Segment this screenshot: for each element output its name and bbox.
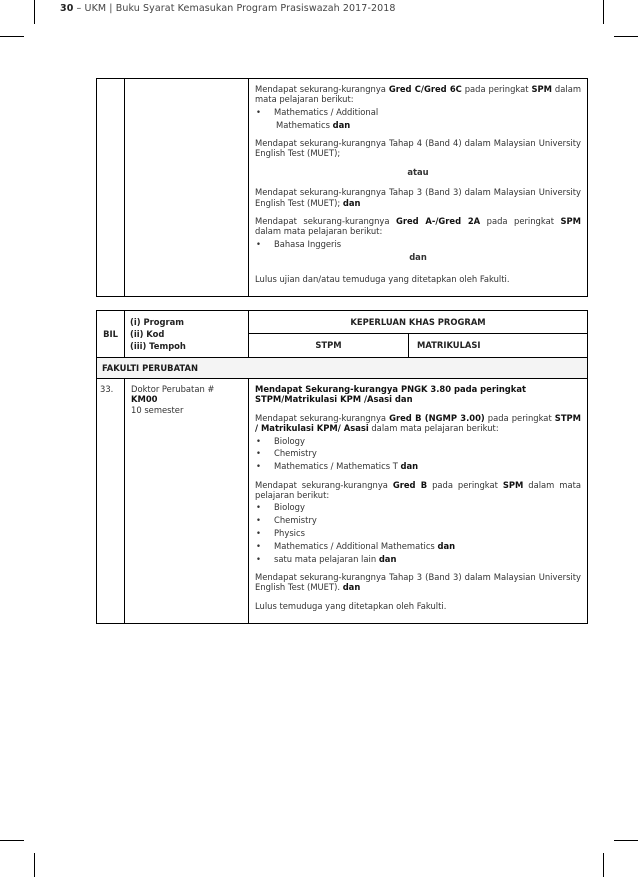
and-label: dan [409,251,427,262]
requirement-paragraph: Mendapat sekurang-kurangnya Gred C/Gred 6C pada peringkat SPM dalam mata pelajaran berikut: [255,84,581,105]
stpm-header: STPM [249,333,409,357]
special-requirements-header: KEPERLUAN KHAS PROGRAM [249,311,588,334]
crop-mark [603,853,604,877]
requirement-paragraph: Mendapat sekurang-kurangnya Gred B (NGMP 3.00) pada peringkat STPM / Matrikulasi KPM/ Asasi dalam mata pelajaran berikut: [255,412,581,434]
requirement-paragraph: Mendapat sekurang-kurangnya Gred B pada peringkat SPM dalam mata pelajaran berikut: [255,479,581,501]
matriculation-header: MATRIKULASI [409,333,588,357]
page-header-title: – UKM | Buku Syarat Kemasukan Program Prasiswazah 2017-2018 [73,3,396,14]
requirement-paragraph: Mendapat sekurang-kurangnya Gred A-/Gred 2A pada peringkat SPM dalam mata pelajaran berikut: [255,216,581,237]
requirement-paragraph: Mendapat sekurang-kurangnya Tahap 3 (Band 3) dalam Malaysian University English Test (MUET). dan [255,572,581,593]
list-item: • satu mata pelajaran lain dan [256,553,397,564]
crop-mark [0,840,24,841]
list-item: • Chemistry [256,448,317,459]
requirements-cell [249,79,588,297]
list-item: • Biology [256,502,305,513]
requirement-paragraph: Mendapat sekurang-kurangnya Tahap 3 (Band 3) dalam Malaysian University English Test (MUET); dan [255,187,581,208]
crop-mark [614,840,638,841]
list-item: • Mathematics / Additional Mathematics dan [256,540,456,551]
crop-mark [34,853,35,877]
bil-header: BIL [97,311,125,358]
list-item: • Bahasa Inggeris [256,238,342,249]
crop-mark [0,36,24,37]
program-header: (i) Program (ii) Kod (iii) Tempoh [125,311,249,358]
requirement-heading: Mendapat Sekurang-kurangya PNGK 3.80 pada peringkat STPM/Matrikulasi KPM /Asasi dan [255,384,527,405]
program-name: Doktor Perubatan # [131,384,215,394]
crop-mark [603,0,604,24]
requirements-cell [249,379,588,624]
row-number: 33. [97,379,125,624]
list-item: • Biology [256,435,305,446]
list-item: • Mathematics / Additional [256,106,379,117]
continued-requirements-table [96,78,588,297]
program-info [125,379,249,624]
faculty-title: FAKULTI PERUBATAN [97,358,588,379]
requirement-paragraph: Lulus ujian dan/atau temuduga yang ditetapkan oleh Fakulti. [255,274,510,285]
crop-mark [34,0,35,24]
program-code: KM00 [131,394,158,405]
requirement-paragraph: Mendapat sekurang-kurangnya Tahap 4 (Band 4) dalam Malaysian University English Test (MUET); [255,138,581,159]
requirement-paragraph: Lulus temuduga yang ditetapkan oleh Fakulti. [255,600,447,611]
program-cell [125,79,249,297]
list-item: • Physics [256,528,305,539]
bil-cell [97,79,125,297]
or-label: atau [407,166,429,177]
program-requirements-table [96,310,588,624]
page-number: 30 [60,3,74,14]
page-header [60,3,396,14]
list-item: • Mathematics / Mathematics T dan [256,461,419,472]
list-item: • Chemistry [256,515,317,526]
list-item-continuation: Mathematics dan [276,119,351,130]
crop-mark [614,36,638,37]
program-duration: 10 semester [131,404,184,415]
